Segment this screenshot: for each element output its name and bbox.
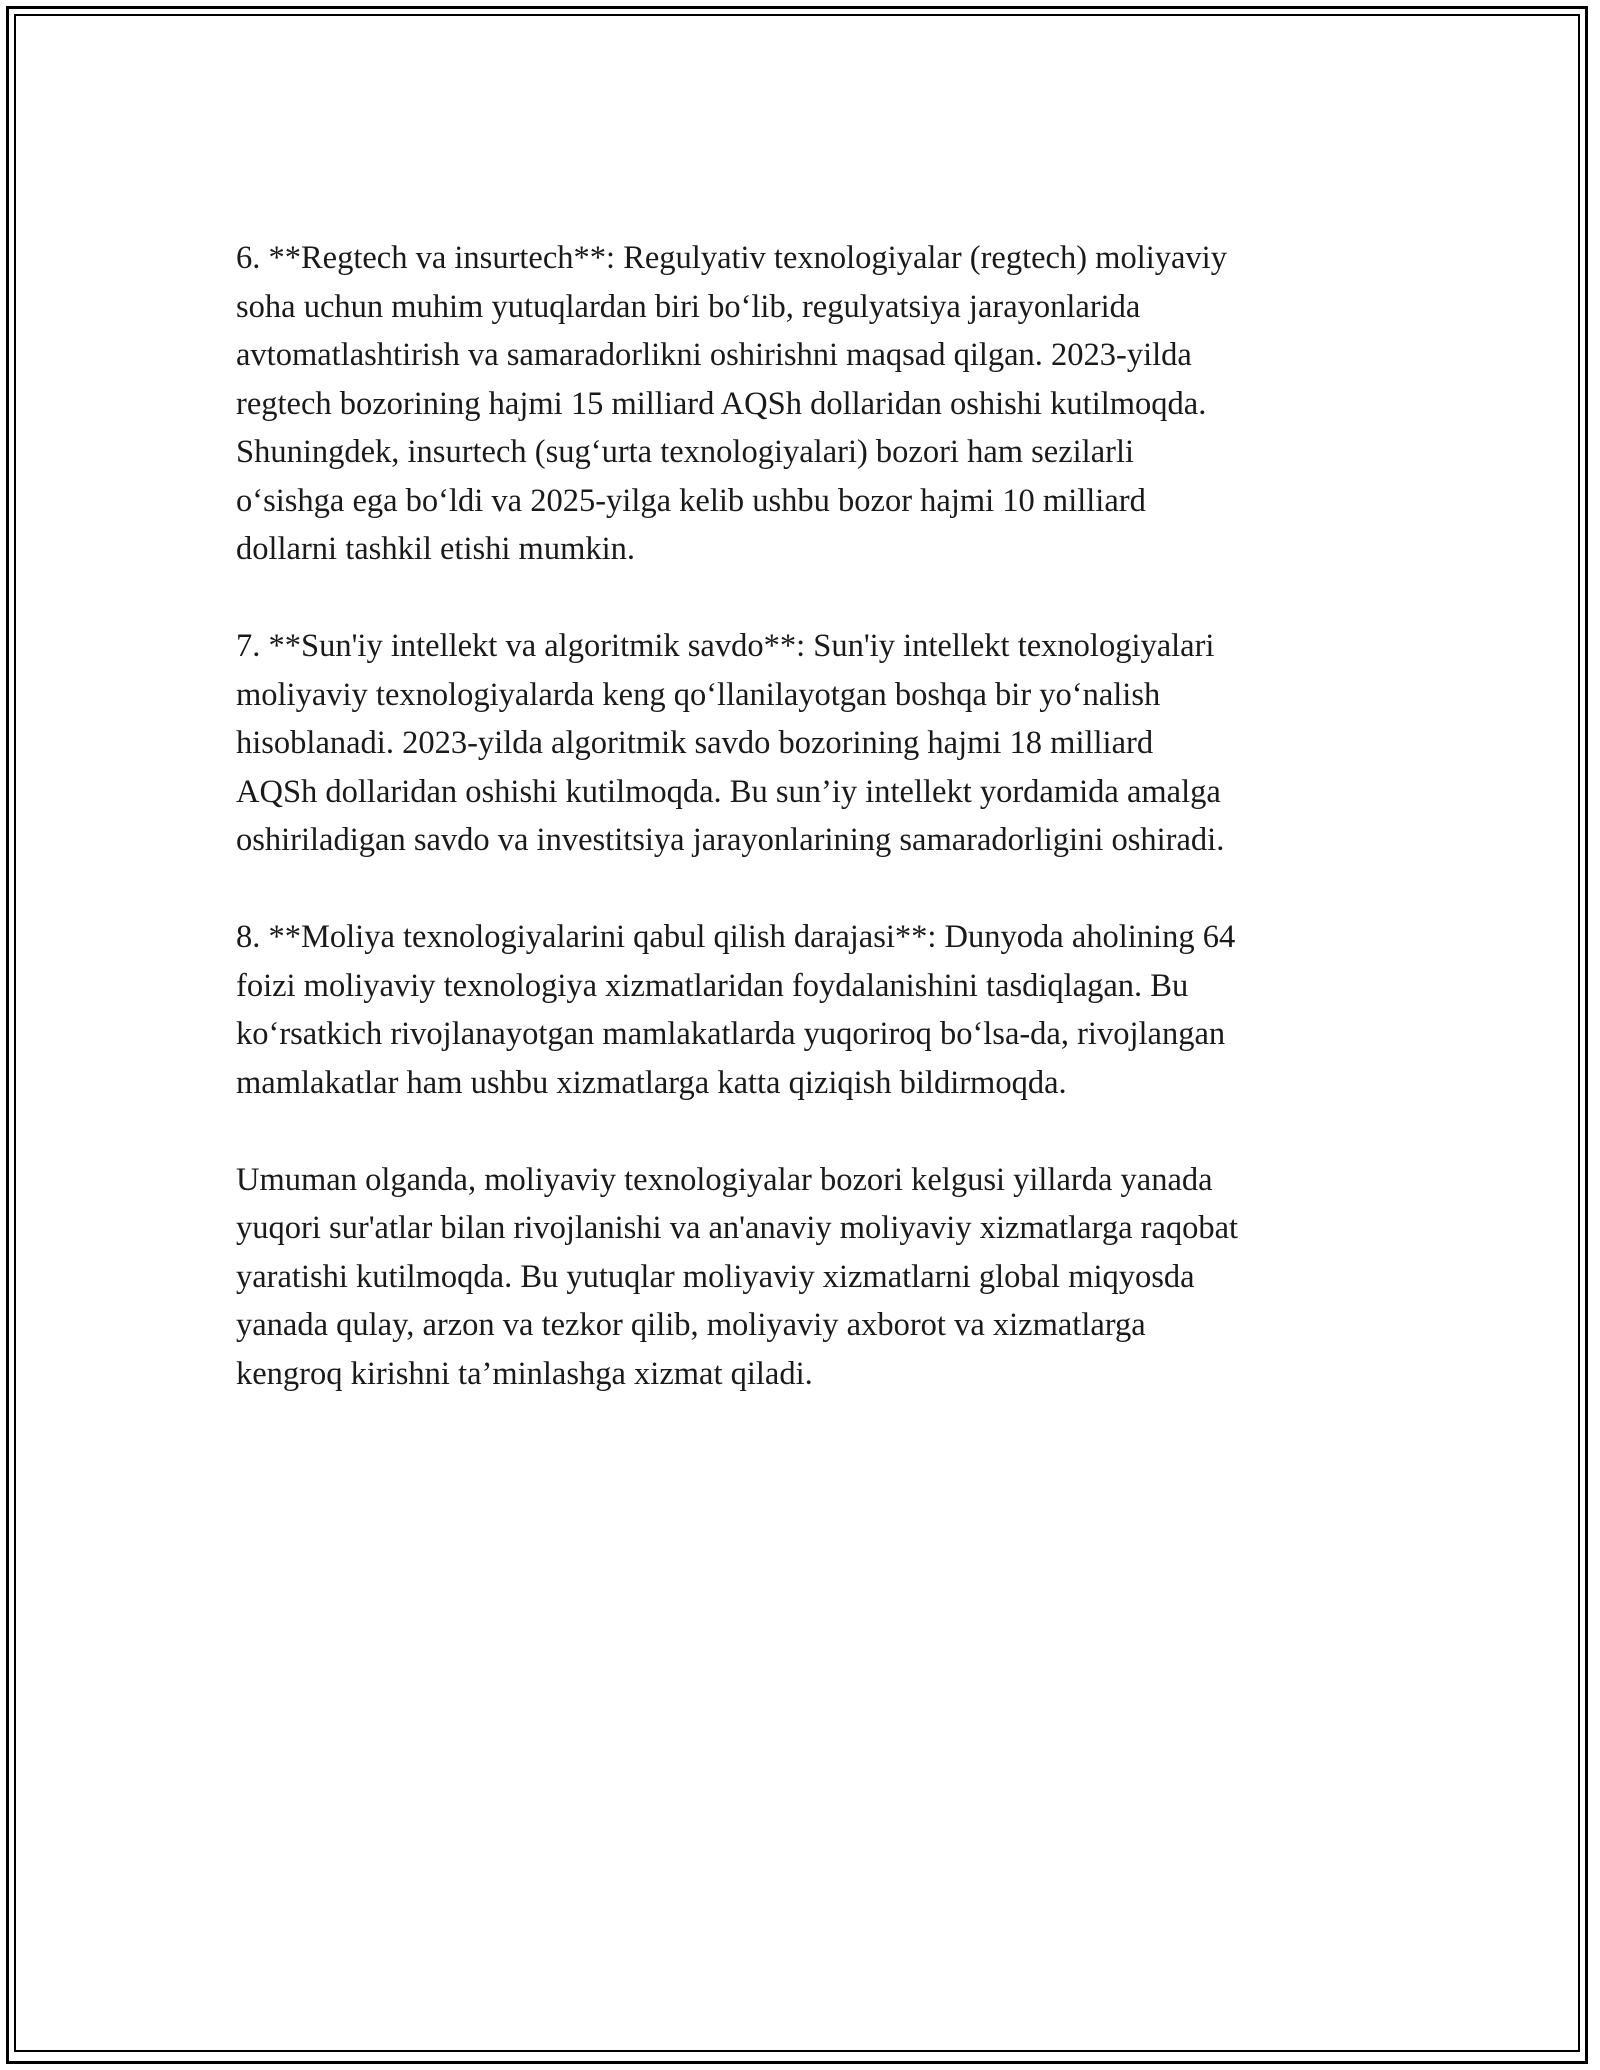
paragraph-ai-algorithmic-trading: 7. **Sun'iy intellekt va algoritmik savdo**: Sun'iy intellekt texnologiyalari moliyaviy texnologiyalarda keng qo‘llanilayotgan boshqa bir yo‘nalish hisoblanadi. 2023-yilda algoritmik savdo bozorining hajmi 18 milliard AQSh dollaridan oshishi kutilmoqda. Bu sun’iy intellekt yordamida amalga oshiriladigan savdo va investitsiya jarayonlarining samaradorligini oshiradi.	[236, 628, 1225, 858]
paragraph-regtech-insurtech: 6. **Regtech va insurtech**: Regulyativ texnologiyalar (regtech) moliyaviy soha uchun muhim yutuqlardan biri bo‘lib, regulyatsiya jarayonlarida avtomatlashtirish va samaradorlikni oshirishni maqsad qilgan. 2023-yilda regtech bozorining hajmi 15 milliard AQSh dollaridan oshishi kutilmoqda. Shuningdek, insurtech (sug‘urta texnologiyalari) bozori ham sezilarli o‘sishga ega bo‘ldi va 2025-yilga kelib ushbu bozor hajmi 10 milliard dollarni tashkil etishi mumkin.	[236, 240, 1227, 567]
document-body	[236, 234, 1386, 1447]
paragraph-fintech-adoption: 8. **Moliya texnologiyalarini qabul qilish darajasi**: Dunyoda aholining 64 foizi moliyaviy texnologiya xizmatlaridan foydalanishini tasdiqlagan. Bu ko‘rsatkich rivojlanayotgan mamlakatlarda yuqoriroq bo‘lsa-da, rivojlangan mamlakatlar ham ushbu xizmatlarga katta qiziqish bildirmoqda.	[236, 919, 1236, 1101]
paragraph-conclusion: Umuman olganda, moliyaviy texnologiyalar bozori kelgusi yillarda yanada yuqori sur'atlar bilan rivojlanishi va an'anaviy moliyaviy xizmatlarga raqobat yaratishi kutilmoqda. Bu yutuqlar moliyaviy xizmatlarni global miqyosda yanada qulay, arzon va tezkor qilib, moliyaviy axborot va xizmatlarga kengroq kirishni ta’minlashga xizmat qiladi.	[236, 1161, 1239, 1392]
